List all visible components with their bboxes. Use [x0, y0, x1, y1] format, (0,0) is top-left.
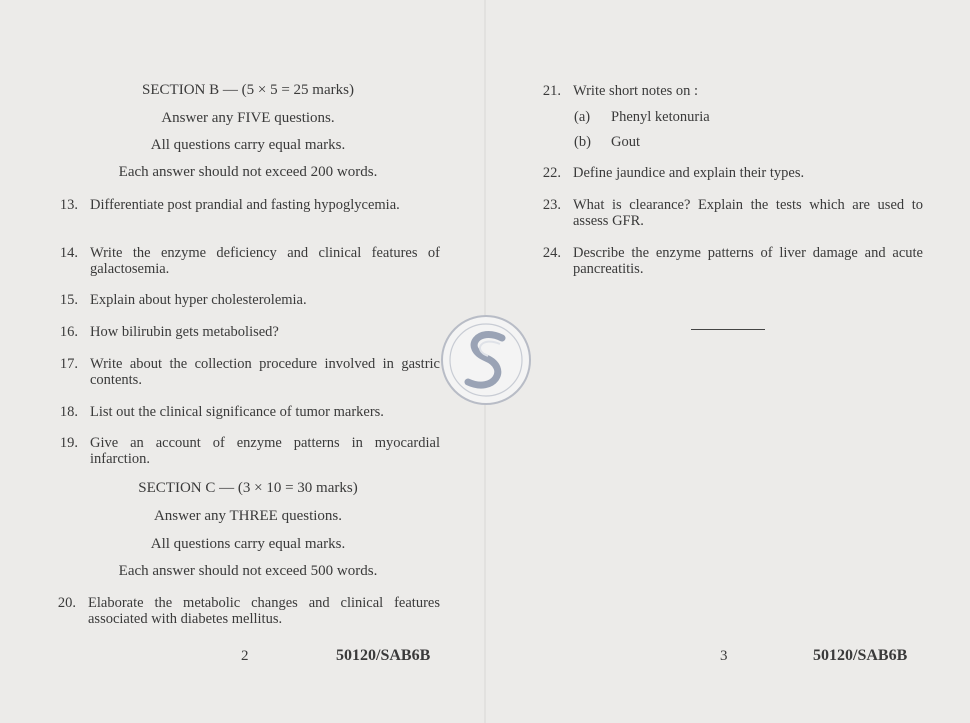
- question-number: 24.: [542, 245, 561, 261]
- question-number: 15.: [59, 292, 78, 308]
- question-number: 16.: [59, 324, 78, 340]
- section-b-instruction-2: All questions carry equal marks.: [150, 137, 346, 153]
- section-b-instruction-1: Answer any FIVE questions.: [161, 110, 335, 126]
- question-number: 19.: [59, 435, 78, 451]
- question-text: How bilirubin gets metabolised?: [90, 324, 279, 340]
- subpart-a-text: Phenyl ketonuria: [611, 109, 710, 125]
- question-number: 21.: [542, 83, 561, 99]
- question-number: 23.: [542, 197, 561, 213]
- right-page: [485, 0, 970, 723]
- subpart-b-label: (b): [574, 134, 591, 150]
- section-c-heading: SECTION C — (3 × 10 = 30 marks): [138, 480, 358, 496]
- question-text: Write short notes on :: [573, 83, 699, 99]
- question-number: 14.: [59, 245, 78, 261]
- question-text: Describe the enzyme patterns of liver damage and acute pancreatitis.: [573, 245, 923, 277]
- paper-code: 50120/SAB6B: [813, 647, 908, 664]
- question-number: 20.: [57, 595, 76, 611]
- question-text: Write the enzyme deficiency and clinical features of galactosemia.: [90, 245, 440, 277]
- question-text: Give an account of enzyme patterns in myocardial infarction.: [90, 435, 440, 467]
- section-b-heading: SECTION B — (5 × 5 = 25 marks): [142, 82, 354, 98]
- end-rule: [691, 329, 765, 330]
- question-number: 18.: [59, 404, 78, 420]
- section-c-instruction-2: All questions carry equal marks.: [150, 536, 346, 552]
- section-b-instruction-3: Each answer should not exceed 200 words.: [118, 164, 378, 180]
- question-text: Elaborate the metabolic changes and clinical features associated with diabetes mellitus.: [88, 595, 440, 627]
- section-c-instruction-1: Answer any THREE questions.: [153, 508, 343, 524]
- section-c-instruction-3: Each answer should not exceed 500 words.: [118, 563, 378, 579]
- question-number: 22.: [542, 165, 561, 181]
- page-number: 2: [241, 648, 249, 664]
- paper-code: 50120/SAB6B: [336, 647, 431, 664]
- question-number: 17.: [59, 356, 78, 372]
- question-text: What is clearance? Explain the tests which are used to assess GFR.: [573, 197, 923, 229]
- question-text: Differentiate post prandial and fasting hypoglycemia.: [90, 197, 400, 213]
- subpart-a-label: (a): [574, 109, 591, 125]
- page-number: 3: [720, 648, 728, 664]
- question-text: Define jaundice and explain their types.: [573, 165, 805, 181]
- question-text: Write about the collection procedure involved in gastric contents.: [90, 356, 440, 388]
- question-number: 13.: [59, 197, 78, 213]
- question-text: Explain about hyper cholesterolemia.: [90, 292, 307, 308]
- question-text: List out the clinical significance of tumor markers.: [90, 404, 384, 420]
- subpart-b-text: Gout: [611, 134, 640, 150]
